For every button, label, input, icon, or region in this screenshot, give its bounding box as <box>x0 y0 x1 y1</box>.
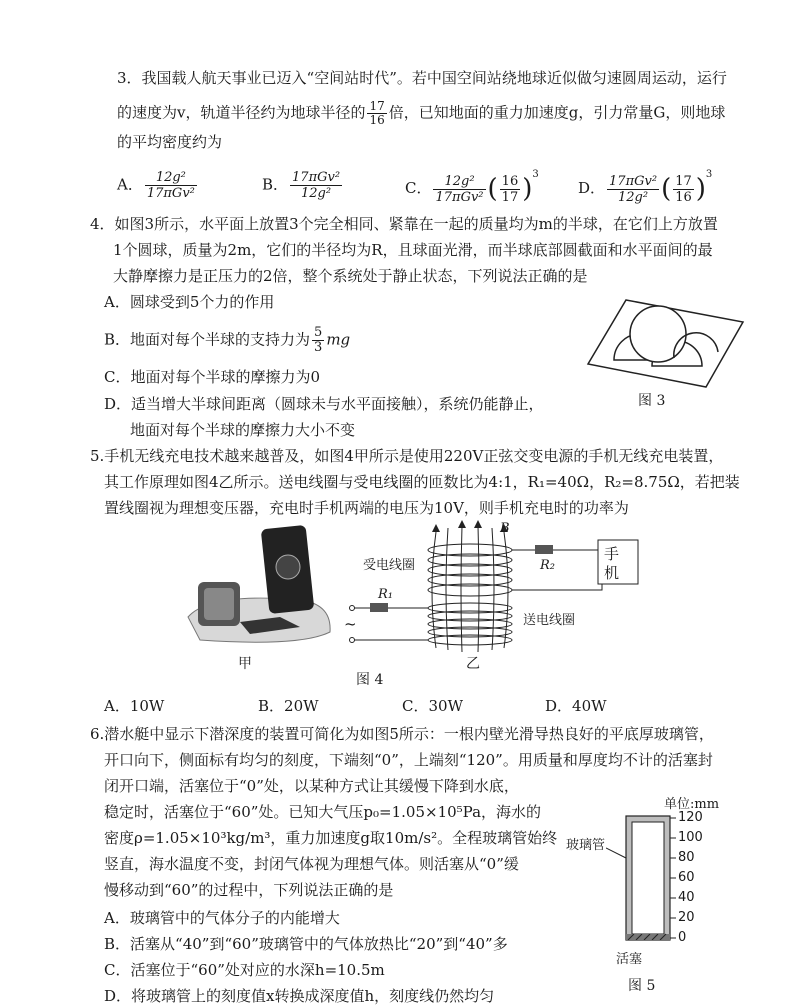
q3-option-d-exp: 3 <box>705 169 713 180</box>
q5-option-b[interactable]: B．20W <box>258 697 319 715</box>
q3-option-c-ratio-den: 17 <box>501 189 519 205</box>
fig4-phone-ring <box>276 555 300 579</box>
q3-option-c-rparen: ) <box>522 174 533 204</box>
q3-option-c[interactable] <box>405 165 539 205</box>
q4-line3: 大静摩擦力是正压力的2倍，整个系统处于静止状态，下列说法正确的是 <box>113 267 588 285</box>
q4-line2: 1个圆球，质量为2m，它们的半径均为R，且球面光滑，而半球底部圆截面和水平面间的最 <box>113 241 713 259</box>
fig4-receive-wires <box>512 540 602 590</box>
figure-3-caption: 图 3 <box>638 393 666 409</box>
q3-option-b-label: B． <box>262 175 289 194</box>
q3-option-a-fraction <box>145 170 197 201</box>
q4-line1 <box>90 214 718 234</box>
q4-number: 4． <box>90 215 115 233</box>
q3-text-2b: 倍，已知地面的重力加速度g，引力常量G，则地球 <box>388 103 726 122</box>
q6-option-c[interactable]: C．活塞位于“60”处对应的水深h=10.5m <box>104 961 385 979</box>
fig5-tick-60: 60 <box>678 870 695 885</box>
q6-option-d[interactable]: D．将玻璃管上的刻度值x转换成深度值h，刻度线仍然均匀 <box>104 987 495 1005</box>
q3-option-a-label: A． <box>117 175 143 194</box>
q3-option-d-rparen: ) <box>695 174 706 204</box>
fig5-tick-20: 20 <box>678 910 695 925</box>
q3-option-d-fraction <box>607 174 659 205</box>
fig5-tube-pointer <box>606 846 630 860</box>
q3-option-c-exp: 3 <box>532 169 539 180</box>
q3-option-d-num: 17πGv² <box>609 173 658 189</box>
q6-option-a[interactable]: A．玻璃管中的气体分子的内能增大 <box>104 909 340 927</box>
q3-line2 <box>117 100 725 127</box>
q5-line3: 置线圈视为理想变压器，充电时手机两端的电压为10V，则手机充电时的功率为 <box>104 499 629 517</box>
fig5-tick-marks <box>670 818 676 938</box>
fig4-receive-coil <box>428 544 512 596</box>
figure-5-tube <box>618 810 678 948</box>
q3-option-c-lparen: ( <box>487 174 498 204</box>
figure-3-hemispheres <box>586 292 746 392</box>
fig5-tube-inner <box>632 822 664 934</box>
fig5-label-tube: 玻璃管 <box>566 838 606 853</box>
fig3-ball <box>630 306 686 362</box>
fig4-label-phone-2: 机 <box>604 564 620 582</box>
fig5-tick-100: 100 <box>678 830 703 845</box>
q3-option-c-ratio <box>500 174 521 205</box>
fig4-send-coil <box>428 603 512 645</box>
q3-option-b-fraction <box>290 170 342 201</box>
fig5-tick-40: 40 <box>678 890 695 905</box>
q3-option-c-label: C． <box>405 179 432 197</box>
q3-option-b-den: 12g² <box>301 186 332 201</box>
q6-line4: 稳定时，活塞位于“60”处。已知大气压p₀=1.05×10⁵Pa，海水的 <box>104 803 542 821</box>
q3-option-a-num: 12g² <box>145 170 197 186</box>
fig4-field-arrows <box>432 520 508 532</box>
q5-line2: 其工作原理如图4乙所示。送电线圈与受电线圈的匝数比为4:1，R₁=40Ω，R₂=8.75Ω，若把装 <box>104 473 740 491</box>
fig4-label-b: B <box>500 521 510 536</box>
figure-4-caption: 图 4 <box>356 672 384 688</box>
q4-option-d-line2[interactable]: 地面对每个半球的摩擦力大小不变 <box>130 421 356 439</box>
q3-option-b-num: 17πGv² <box>292 170 341 185</box>
q4-option-b-num: 5 <box>314 325 323 340</box>
q6-line5: 密度ρ=1.05×10³kg/m³，重力加速度g取10m/s²。全程玻璃管始终 <box>104 829 558 847</box>
q3-option-d[interactable] <box>578 165 712 205</box>
q3-text-1: 我国载人航天事业已迈入“空间站时代”。若中国空间站绕地球近似做匀速圆周运动，运行 <box>141 69 727 87</box>
q4-option-b[interactable] <box>104 326 350 355</box>
q6-line2: 开口向下，侧面标有均匀的刻度，下端刻“0”，上端刻“120”。用质量和厚度均不计的活塞封 <box>104 751 713 769</box>
fig4-label-receive-coil: 受电线圈 <box>363 558 416 573</box>
figure-4-photo-charger <box>180 522 335 657</box>
q4-option-b-text: B．地面对每个半球的支持力为 <box>104 330 311 349</box>
fig4-label-r2: R₂ <box>540 558 555 573</box>
q4-option-b-unit: mg <box>326 330 351 349</box>
fig4-terminal-bottom <box>350 638 355 643</box>
q6-line3: 闭开口端，活塞位于“0”处，以某种方式让其缓慢下降到水底， <box>104 777 519 795</box>
figure-4-label-yi: 乙 <box>466 656 480 672</box>
q3-line3: 的平均密度约为 <box>117 133 223 151</box>
q3-option-d-ratio-den: 16 <box>675 189 692 205</box>
q3-option-d-lparen: ( <box>661 174 672 204</box>
q4-option-d-line1[interactable]: D．适当增大半球间距离（圆球未与水平面接触），系统仍能静止， <box>104 395 544 413</box>
fig5-unit: 单位:mm <box>664 797 720 812</box>
fig4-resistor-r2 <box>535 545 553 554</box>
q4-option-c[interactable]: C．地面对每个半球的摩擦力为0 <box>104 368 321 386</box>
q3-ratio-den: 16 <box>369 113 385 127</box>
q5-option-d[interactable]: D．40W <box>545 697 607 715</box>
q4-option-a[interactable]: A．圆球受到5个力的作用 <box>104 293 275 311</box>
q4-option-b-fraction <box>312 326 324 355</box>
q4-option-b-den: 3 <box>314 340 323 355</box>
q3-option-b[interactable] <box>262 170 344 201</box>
q3-option-c-den: 17πGv² <box>435 189 484 205</box>
fig5-tick-80: 80 <box>678 850 695 865</box>
fig4-terminal-top <box>350 606 355 611</box>
q4-text-1: 如图3所示，水平面上放置3个完全相同、紧靠在一起的质量均为m的半球，在它们上方放置 <box>114 215 718 233</box>
q3-option-d-ratio <box>673 174 694 205</box>
q5-option-c[interactable]: C．30W <box>402 697 463 715</box>
q3-text-2a: 的速度为v，轨道半径约为地球半径的 <box>117 103 366 122</box>
fig4-label-ac: ~ <box>344 615 357 633</box>
q3-option-a[interactable] <box>117 170 199 201</box>
q3-number: 3． <box>117 69 142 87</box>
q3-line1 <box>117 68 727 88</box>
fig4-watch-face <box>204 588 234 620</box>
q5-option-a[interactable]: A．10W <box>104 697 165 715</box>
q5-line1: 5.手机无线充电技术越来越普及，如图4甲所示是使用220V正弦交变电源的手机无线充电装置， <box>90 447 724 465</box>
q3-option-c-fraction <box>433 174 485 205</box>
fig4-label-send-coil: 送电线圈 <box>523 613 576 628</box>
fig4-label-phone-1: 手 <box>604 545 620 563</box>
q3-option-c-ratio-num: 16 <box>501 173 519 189</box>
fig4-send-wires <box>354 608 428 640</box>
q3-option-c-num: 12g² <box>433 174 485 190</box>
q6-option-b[interactable]: B．活塞从“40”到“60”玻璃管中的气体放热比“20”到“40”多 <box>104 935 508 953</box>
figure-4-label-jia: 甲 <box>238 656 252 672</box>
q3-option-d-label: D． <box>578 179 606 197</box>
q3-ratio-fraction <box>367 100 386 127</box>
fig5-label-piston: 活塞 <box>616 952 643 967</box>
fig5-tick-0: 0 <box>678 930 687 945</box>
fig4-label-r1: R₁ <box>378 587 393 602</box>
q6-line6: 竖直，海水温度不变，封闭气体视为理想气体。则活塞从“0”缓 <box>104 855 519 873</box>
q6-line1: 6.潜水艇中显示下潜深度的装置可简化为如图5所示：一根内壁光滑导热良好的平底厚玻璃管， <box>90 725 714 743</box>
q3-ratio-num: 17 <box>369 99 385 113</box>
q3-option-a-den: 17πGv² <box>146 186 195 201</box>
q6-line7: 慢移动到“60”的过程中，下列说法正确的是 <box>104 881 394 899</box>
q3-option-d-ratio-num: 17 <box>675 173 692 189</box>
fig5-tick-120: 120 <box>678 810 703 825</box>
q3-option-d-den: 12g² <box>618 189 649 205</box>
figure-5-caption: 图 5 <box>628 978 656 994</box>
